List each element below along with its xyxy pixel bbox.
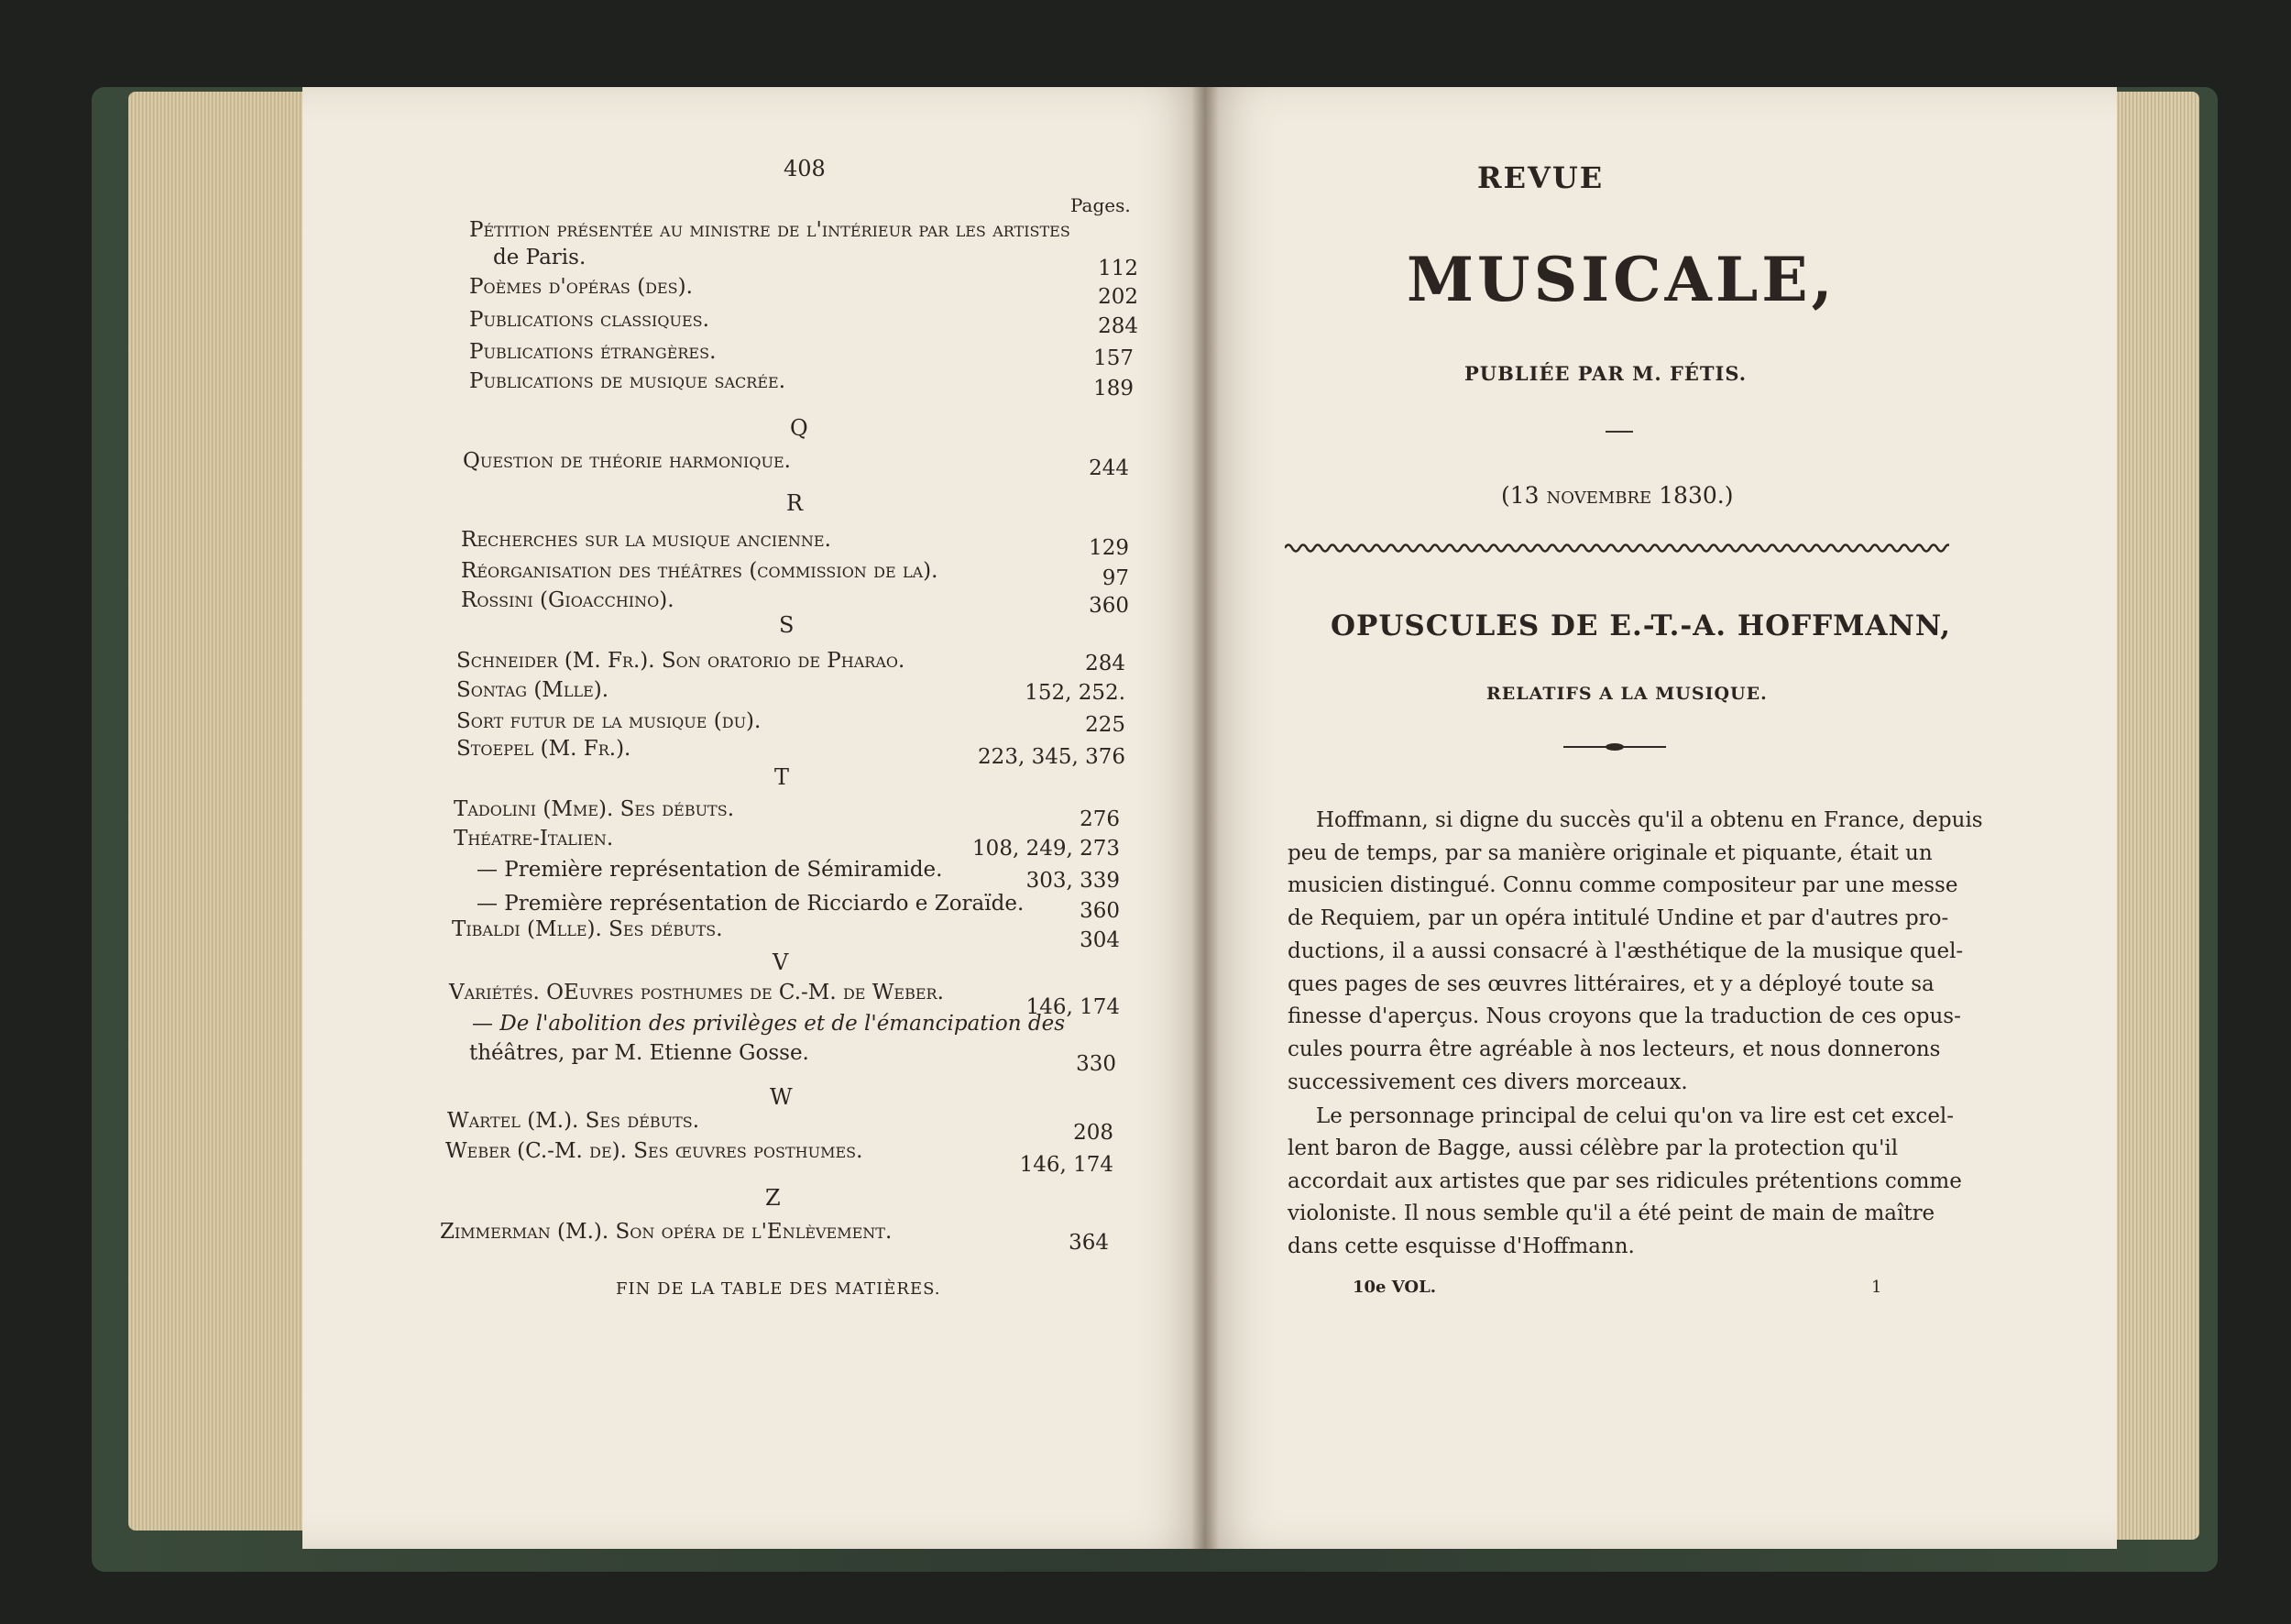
paragraph-line: Hoffmann, si digne du succès qu'il a obtenu en France, depuis: [1316, 808, 1983, 832]
index-entry-pages: 276: [1080, 807, 1120, 831]
paragraph-line: lent baron de Bagge, aussi célèbre par la protection qu'il: [1288, 1136, 1899, 1160]
index-entry-pages: 225: [1085, 713, 1125, 737]
index-entry-pages: 304: [1080, 928, 1120, 952]
ornament-divider: [1563, 741, 1666, 753]
index-entry-pages: 303, 339: [1025, 869, 1120, 893]
paragraph-line: violoniste. Il nous semble qu'il a été peint de main de maître: [1288, 1202, 1935, 1225]
index-entry-text: Recherches sur la musique ancienne.: [461, 528, 831, 552]
index-entry-pages: 202: [1098, 285, 1138, 309]
index-entry-text: de Paris.: [493, 246, 586, 269]
section-letter: R: [786, 490, 804, 516]
index-entry-text: Schneider (M. Fr.). Son oratorio de Pharao.: [456, 649, 905, 673]
index-entry-text: Poèmes d'opéras (des).: [469, 275, 693, 299]
index-entry-text: — De l'abolition des privilèges et de l'émancipation des: [472, 1012, 1066, 1036]
section-letter: V: [773, 949, 789, 975]
index-entry-text: Pétition présentée au ministre de l'intérieur par les artistes: [469, 218, 1070, 242]
index-entry-text: théâtres, par M. Etienne Gosse.: [469, 1041, 809, 1065]
index-entry-text: Variétés. OEuvres posthumes de C.-M. de Weber.: [449, 981, 944, 1004]
end-of-index-footer: FIN DE LA TABLE DES MATIÈRES.: [616, 1279, 941, 1299]
paragraph-line: ques pages de ses œuvres littéraires, et y a déployé toute sa: [1288, 972, 1935, 996]
section-letter: W: [770, 1084, 793, 1110]
index-entry-pages: 284: [1085, 652, 1125, 675]
index-entry-pages: 112: [1098, 257, 1138, 280]
paragraph-line: de Requiem, par un opéra intitulé Undine et par d'autres pro-: [1288, 906, 1949, 930]
section-letter: Q: [790, 415, 808, 441]
index-entry-text: Sontag (Mlle).: [456, 678, 609, 702]
section-letter: S: [779, 612, 795, 638]
index-entry-text: Question de théorie harmonique.: [463, 449, 791, 473]
book-gutter: [1191, 87, 1219, 1549]
index-entry-text: Publications étrangères.: [469, 340, 717, 364]
index-entry-text: — Première représentation de Sémiramide.: [477, 858, 943, 882]
short-rule: [1606, 431, 1633, 433]
paragraph-line: successivement ces divers morceaux.: [1288, 1070, 1688, 1094]
index-entry-text: Publications classiques.: [469, 308, 709, 332]
index-entry-text: Théatre-Italien.: [454, 827, 614, 850]
paragraph-line: finesse d'aperçus. Nous croyons que la traduction de ces opus-: [1288, 1004, 1961, 1028]
issue-date: (13 novembre 1830.): [1501, 482, 1734, 509]
section-letter: T: [774, 764, 790, 790]
paragraph-line: cules pourra être agréable à nos lecteurs, et nous donnerons: [1288, 1037, 1941, 1061]
index-entry-text: — Première représentation de Ricciardo e Zoraïde.: [477, 892, 1025, 916]
index-entry-pages: 146, 174: [1025, 995, 1120, 1019]
index-entry-text: Réorganisation des théâtres (commission de la).: [461, 559, 938, 583]
index-entry-text: Wartel (M.). Ses débuts.: [447, 1109, 700, 1133]
section-letter: Z: [765, 1185, 781, 1211]
left-page: [302, 87, 1205, 1549]
index-entry-pages: 330: [1076, 1052, 1116, 1076]
index-entry-pages: 108, 249, 273: [972, 837, 1120, 861]
paragraph-line: peu de temps, par sa manière originale et piquante, était un: [1288, 841, 1933, 865]
index-entry-text: Tadolini (Mme). Ses débuts.: [454, 797, 735, 821]
sheet-signature: 1: [1871, 1278, 1882, 1297]
index-entry-pages: 284: [1098, 314, 1138, 338]
index-entry-text: Weber (C.-M. de). Ses œuvres posthumes.: [445, 1139, 863, 1163]
index-entry-pages: 360: [1089, 594, 1129, 618]
page-edges-left: [128, 92, 312, 1531]
index-entry-text: Publications de musique sacrée.: [469, 369, 786, 393]
journal-title-small: REVUE: [1477, 160, 1605, 195]
paragraph-line: ductions, il a aussi consacré à l'æsthétique de la musique quel-: [1288, 939, 1964, 963]
paragraph-line: musicien distingué. Connu comme compositeur par une messe: [1288, 873, 1958, 897]
index-entry-pages: 223, 345, 376: [978, 745, 1125, 769]
journal-title-large: MUSICALE,: [1407, 244, 1836, 315]
index-entry-text: Tibaldi (Mlle). Ses débuts.: [452, 917, 723, 941]
article-subtitle: RELATIFS A LA MUSIQUE.: [1486, 684, 1768, 704]
index-entry-pages: 97: [1102, 566, 1129, 590]
page-edges-right: [2108, 92, 2199, 1540]
index-entry-pages: 152, 252.: [1025, 681, 1125, 705]
index-entry-pages: 189: [1093, 377, 1134, 401]
index-entry-pages: 157: [1093, 346, 1134, 370]
volume-signature: 10e VOL.: [1353, 1278, 1437, 1297]
paragraph-line: dans cette esquisse d'Hoffmann.: [1288, 1234, 1635, 1258]
paragraph-line: Le personnage principal de celui qu'on va lire est cet excel-: [1316, 1104, 1955, 1128]
page-number: 408: [784, 156, 826, 181]
index-entry-text: Zimmerman (M.). Son opéra de l'Enlèvement.: [440, 1220, 893, 1244]
wavy-rule: [1285, 541, 1949, 555]
index-entry-pages: 360: [1080, 899, 1120, 923]
article-title: OPUSCULES DE E.-T.-A. HOFFMANN,: [1331, 609, 1952, 642]
index-entry-pages: 146, 174: [1019, 1153, 1113, 1177]
index-entry-text: Rossini (Gioacchino).: [461, 588, 674, 612]
publisher-line: PUBLIÉE PAR M. FÉTIS.: [1464, 362, 1748, 385]
index-entry-pages: 129: [1089, 536, 1129, 560]
index-entry-text: Stoepel (M. Fr.).: [456, 737, 631, 761]
index-entry-pages: 208: [1073, 1121, 1113, 1145]
index-entry-text: Sort futur de la musique (du).: [456, 709, 762, 733]
pages-header: Pages.: [1070, 194, 1131, 216]
index-entry-pages: 244: [1089, 456, 1129, 480]
paragraph-line: accordait aux artistes que par ses ridicules prétentions comme: [1288, 1169, 1962, 1193]
index-entry-pages: 364: [1069, 1231, 1109, 1255]
